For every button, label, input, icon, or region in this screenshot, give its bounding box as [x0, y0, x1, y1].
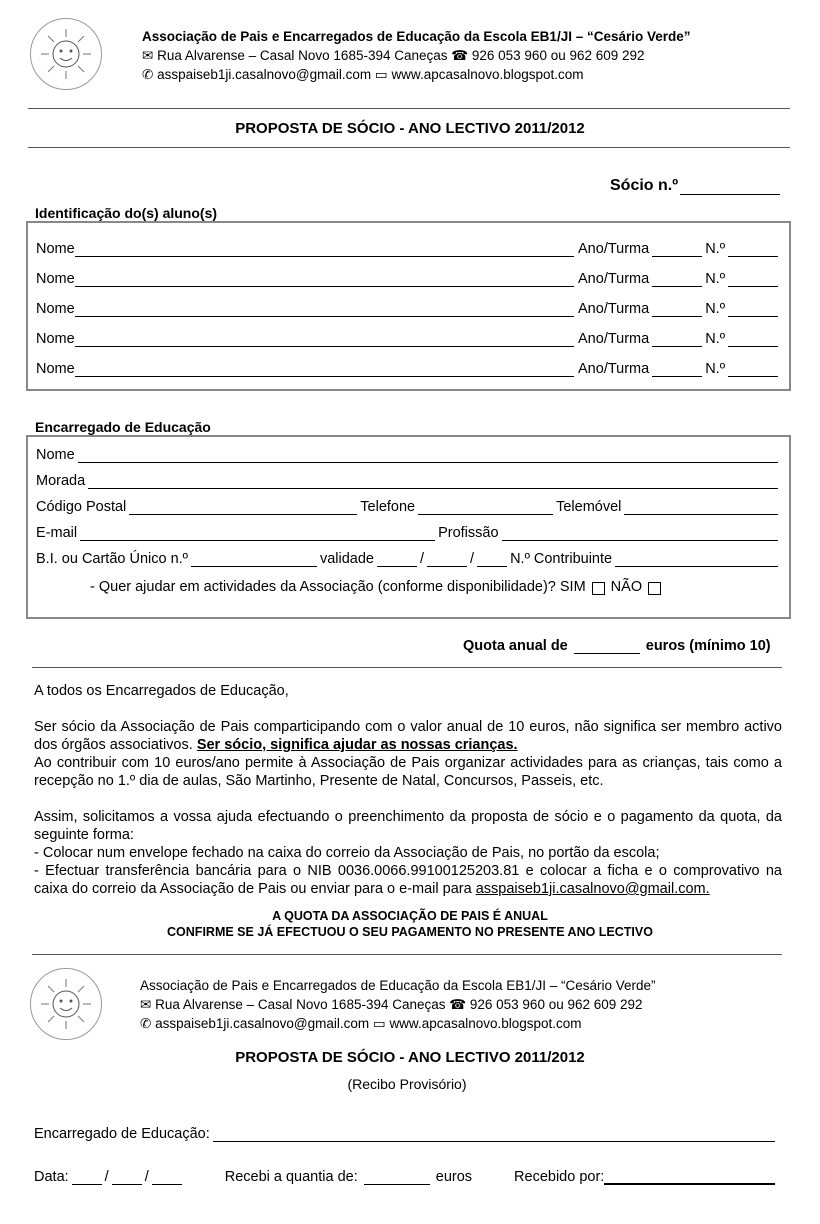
envelope-icon: ✉: [142, 48, 154, 63]
label: Ano/Turma: [578, 271, 650, 287]
payment-option-2: [34, 862, 782, 898]
students-box: [26, 221, 791, 391]
label: N.º: [705, 301, 725, 317]
guardian-name-field[interactable]: [28, 437, 789, 463]
label: N.º: [705, 331, 725, 347]
guardian-box: [26, 435, 791, 619]
guardian-heading: Encarregado de Educação: [35, 419, 211, 435]
label: Profissão: [438, 525, 499, 541]
label: Recebido por:: [514, 1169, 605, 1185]
notice-line: CONFIRME SE JÁ EFECTUOU O SEU PAGAMENTO NO PRESENTE ANO LECTIVO: [167, 925, 653, 939]
notice-line: A QUOTA DA ASSOCIAÇÃO DE PAIS É ANUAL: [272, 909, 548, 923]
text: Ser sócio da Associação de Pais comparticipando com o valor anual de 10 euros, não significa ser membro activo dos órgãos associativos.: [34, 719, 782, 753]
org-name: Associação de Pais e Encarregados de Educação da Escola EB1/JI – “Cesário Verde”: [142, 29, 691, 44]
label: - Quer ajudar em actividades da Associação (conforme disponibilidade)? SIM: [90, 579, 586, 595]
label: Nome: [36, 241, 75, 257]
divider: [32, 954, 782, 955]
address: Rua Alvarense – Casal Novo 1685-394 Caneças: [155, 997, 446, 1012]
socio-number-field[interactable]: [610, 177, 780, 195]
label: validade: [319, 551, 374, 567]
label: Ano/Turma: [578, 361, 650, 377]
sim-checkbox[interactable]: [592, 582, 605, 595]
label: Código Postal: [36, 499, 127, 515]
label: Nome: [36, 301, 75, 317]
label: Telefone: [360, 499, 416, 515]
label: euros: [435, 1169, 473, 1185]
org-name: Associação de Pais e Encarregados de Educação da Escola EB1/JI – “Cesário Verde”: [140, 978, 656, 993]
label: Nome: [36, 331, 75, 347]
address: Rua Alvarense – Casal Novo 1685-394 Caneças: [157, 48, 448, 63]
receipt-guardian-field[interactable]: [26, 1112, 786, 1142]
phones: 926 053 960 ou 962 609 292: [471, 48, 645, 63]
student-row[interactable]: [28, 347, 789, 377]
student-row[interactable]: [28, 317, 789, 347]
emphasis: Ser sócio, significa ajudar as nossas crianças.: [196, 737, 518, 753]
label: N.º Contribuinte: [510, 551, 613, 567]
receipt-subtitle: (Recibo Provisório): [347, 1076, 467, 1092]
association-logo: [30, 18, 102, 90]
telephone-icon: ☎: [449, 997, 467, 1012]
label: Data:: [34, 1169, 69, 1185]
email-link[interactable]: asspaiseb1ji.casalnovo@gmail.com.: [475, 881, 710, 897]
quota-field[interactable]: [463, 638, 771, 654]
divider: [32, 667, 782, 668]
divider: [28, 147, 790, 148]
website: www.apcasalnovo.blogspot.com: [391, 67, 584, 82]
student-row[interactable]: [28, 287, 789, 317]
paragraph-1: [34, 718, 782, 754]
label: euros (mínimo 10): [645, 638, 771, 654]
help-question: [28, 567, 789, 595]
label: Ano/Turma: [578, 241, 650, 257]
address-field[interactable]: [28, 463, 789, 489]
label: Nome: [36, 361, 75, 377]
label: Ano/Turma: [578, 331, 650, 347]
paragraph-3: Assim, solicitamos a vossa ajuda efectuando o preenchimento da proposta de sócio e o pagamento da quota, da seguinte forma:: [34, 809, 782, 843]
website: www.apcasalnovo.blogspot.com: [389, 1016, 582, 1031]
mail-icon: ✆: [140, 1016, 152, 1031]
label: N.º: [705, 241, 725, 257]
id-row[interactable]: B.I. ou Cartão Único n.º validade / / N.º Contribuinte: [28, 541, 789, 567]
email: asspaiseb1ji.casalnovo@gmail.com: [157, 67, 372, 82]
postal-phone-row[interactable]: [28, 489, 789, 515]
email: asspaiseb1ji.casalnovo@gmail.com: [155, 1016, 370, 1031]
student-row[interactable]: [28, 257, 789, 287]
label: Quota anual de: [463, 638, 568, 654]
students-heading: Identificação do(s) aluno(s): [35, 205, 218, 221]
divider: [28, 108, 790, 109]
label: Nome: [36, 271, 75, 287]
greeting: A todos os Encarregados de Educação,: [34, 683, 289, 699]
phones: 926 053 960 ou 962 609 292: [469, 997, 643, 1012]
nao-checkbox[interactable]: [648, 582, 661, 595]
label: E-mail: [36, 525, 78, 541]
label: Recebi a quantia de:: [224, 1169, 358, 1185]
receipt-details-row[interactable]: Data: / / Recebi a quantia de: euros Recebido por:: [26, 1155, 786, 1185]
label: Nome: [36, 447, 75, 463]
text: - Efectuar transferência bancária para o NIB 0036.0066.99100125203.81 e colocar a ficha e o comprovativo na caixa do correio da Associação de Pais ou enviar para o e-mail para: [34, 863, 782, 897]
student-row[interactable]: [28, 227, 789, 257]
receipt-title: PROPOSTA DE SÓCIO - ANO LECTIVO 2011/2012: [235, 1049, 585, 1066]
page-title: PROPOSTA DE SÓCIO - ANO LECTIVO 2011/2012: [235, 120, 585, 137]
mail-icon: ✆: [142, 67, 154, 82]
header-info: [142, 27, 691, 84]
label: N.º: [705, 271, 725, 287]
email-profession-row[interactable]: [28, 515, 789, 541]
computer-icon: ▭: [372, 1016, 386, 1031]
label: Telemóvel: [556, 499, 622, 515]
label: NÃO: [610, 579, 643, 595]
envelope-icon: ✉: [140, 997, 152, 1012]
notice: [0, 908, 820, 940]
paragraph-2: Ao contribuir com 10 euros/ano permite à Associação de Pais organizar actividades para as crianças, tais como a recepção no 1.º dia de aulas, São Martinho, Presente de Natal, Concursos, Passeis, etc.: [34, 755, 782, 789]
label: B.I. ou Cartão Único n.º: [36, 551, 188, 567]
label: Ano/Turma: [578, 301, 650, 317]
letter: [34, 682, 782, 916]
label: N.º: [705, 361, 725, 377]
receipt-header-info: [140, 976, 656, 1033]
association-logo: [30, 968, 102, 1040]
label: Morada: [36, 473, 86, 489]
telephone-icon: ☎: [451, 48, 469, 63]
socio-label: Sócio n.º: [610, 177, 679, 194]
payment-option-1: - Colocar num envelope fechado na caixa do correio da Associação de Pais, no portão da escola;: [34, 845, 660, 861]
label: Encarregado de Educação:: [34, 1126, 210, 1142]
computer-icon: ▭: [374, 67, 388, 82]
